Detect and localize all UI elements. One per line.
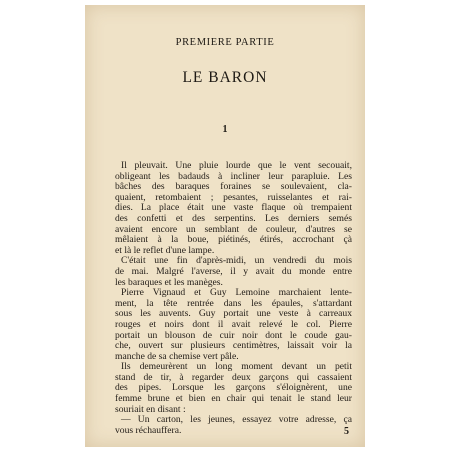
- text-line: Pierre Vignaud et Guy Lemoine marchaient lente-: [121, 288, 352, 299]
- text-line: femme brune et bien en chair qui tenait le stand leur: [115, 394, 352, 405]
- text-line: mêlaient à la boue, piétinés, étirés, accrochant çà: [115, 235, 352, 246]
- text-line: portait un blouson de cuir noir dont le coude gau-: [115, 330, 352, 341]
- text-line: che, ouvert sur plusieurs centimètres, laissait voir la: [115, 341, 352, 352]
- text-line: sous les auvents. Guy portait une veste à carreaux: [115, 309, 352, 320]
- text-line: quaient, retombaient ; pesantes, ruisselantes et rai-: [115, 192, 352, 203]
- text-line: bâches des baraques foraines se soulevaient, cla-: [115, 182, 352, 193]
- chapter-number: 1: [222, 124, 228, 135]
- text-line: les baraques et les manèges.: [115, 277, 223, 288]
- body-text: [115, 161, 352, 436]
- text-line: C'était une fin d'après-midi, un vendredi du mois: [121, 256, 352, 267]
- text-line: manche de sa chemise vert pâle.: [115, 351, 239, 362]
- text-line: Ils demeurèrent un long moment devant un petit: [121, 362, 352, 373]
- text-line: des pipes. Lorsque les garçons s'éloignèrent, une: [115, 383, 352, 394]
- text-line: — Un carton, les jeunes, essayez votre adresse, ça: [121, 415, 352, 426]
- text-line: avaient encore un semblant de couleur, d'autres se: [115, 224, 352, 235]
- text-line: ment, la tête rentrée dans les épaules, s'attardant: [115, 298, 352, 309]
- text-line: et là le reflet d'une lampe.: [115, 245, 215, 256]
- text-line: vous réchauffera.: [115, 425, 182, 436]
- page-number: 5: [344, 426, 349, 437]
- text-line: des confetti et des serpentins. Les derniers semés: [115, 213, 352, 224]
- text-line: souriait en disant :: [115, 404, 186, 415]
- text-line: obligeant les badauds à incliner leur parapluie. Les: [115, 171, 352, 182]
- text-line: stand de tir, à regarder deux garçons qui cassaient: [115, 372, 352, 383]
- chapter-title: LE BARON: [182, 69, 268, 86]
- text-line: dies. La place était une vaste flaque où trempaient: [115, 203, 352, 214]
- text-line: Il pleuvait. Une pluie lourde que le vent secouait,: [121, 161, 352, 171]
- text-line: de mai. Malgré l'averse, il y avait du monde entre: [115, 266, 352, 277]
- book-page: [85, 5, 365, 447]
- text-line: rouges et noirs dont il avait relevé le col. Pierre: [115, 319, 352, 330]
- part-title: PREMIERE PARTIE: [175, 37, 275, 48]
